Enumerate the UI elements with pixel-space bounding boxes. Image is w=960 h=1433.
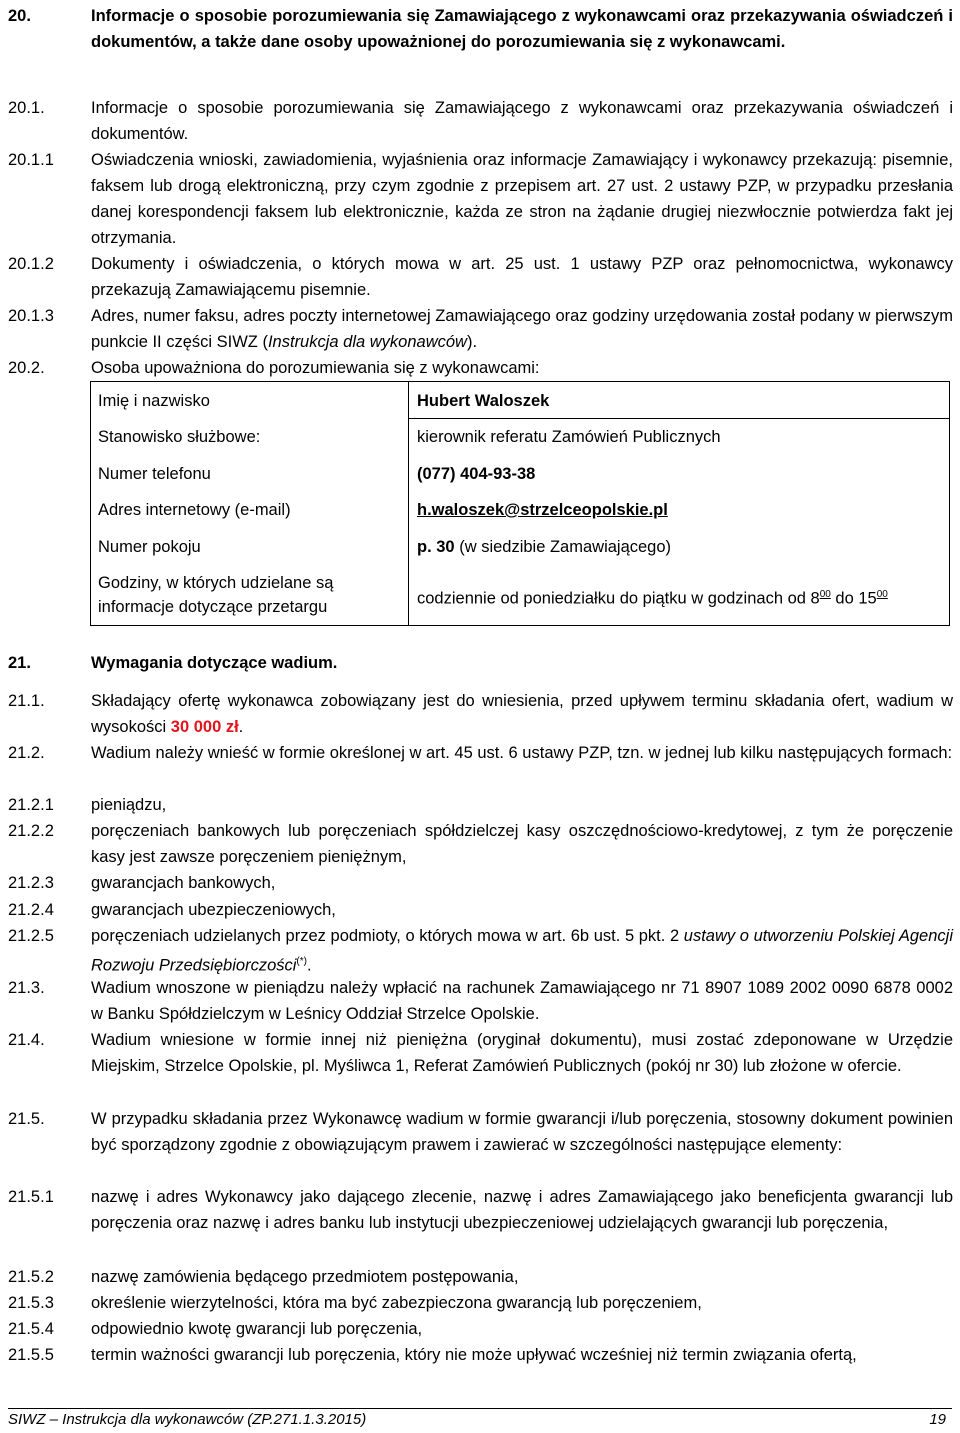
paragraph: Wadium wniesione w formie innej niż pieniężna (oryginał dokumentu), musi zostać zdeponowane w Urzędzie Miejskim, Strzelce Opolskie, pl. Myśliwca 1, Referat Zamówień Publicznych (pokój nr 30) lub złożone w ofercie. xyxy=(91,1031,953,1075)
italic-text: Instrukcja dla wykonawców xyxy=(267,333,467,351)
paragraph: Informacje o sposobie porozumiewania się Zamawiającego z wykonawcami oraz przekazywania oświadczeń i dokumentów. xyxy=(91,99,953,143)
section-number: 21.2. xyxy=(8,744,45,762)
section-number: 21.2.3 xyxy=(8,874,54,892)
position-value: kierownik referatu Zamówień Publicznych xyxy=(417,428,721,446)
paragraph: pieniądzu, xyxy=(91,796,167,814)
hours-text: do 15 xyxy=(830,589,877,608)
name-value: Hubert Waloszek xyxy=(417,392,550,410)
paragraph: gwarancjach bankowych, xyxy=(91,874,276,892)
amount-text: 30 000 zł xyxy=(170,718,239,736)
section-number: 20.1.2 xyxy=(8,255,54,273)
section-number: 21.5. xyxy=(8,1110,45,1128)
phone-value: (077) 404-93-38 xyxy=(417,465,536,483)
footer-divider xyxy=(8,1408,952,1409)
paragraph-text: . xyxy=(238,718,244,736)
paragraph: Oświadczenia wnioski, zawiadomienia, wyjaśnienia oraz informacje Zamawiający i wykonawcy przekazują: pisemnie, faksem lub drogą elektroniczną, przy czym zgodnie z przepisem art. 27 ust. 2 ustawy PZP, w przypadku przesłania danej korespondencji faksem lub elektronicznie, każda ze stron na żądanie drugiej niezwłocznie potwierdza fakt jej otrzymania. xyxy=(91,151,953,247)
section-number: 21.2.2 xyxy=(8,822,54,840)
paragraph xyxy=(91,688,953,740)
paragraph xyxy=(91,303,953,355)
section-number: 21.2.1 xyxy=(8,796,54,814)
section-number: 21.5.4 xyxy=(8,1320,54,1338)
section-number: 20.1.3 xyxy=(8,307,54,325)
phone-label: Numer telefonu xyxy=(98,465,211,483)
section-number: 21.2.4 xyxy=(8,901,54,919)
hours-label-line-1: Godziny, w których udzielane są xyxy=(98,574,334,592)
paragraph: poręczeniach bankowych lub poręczeniach spółdzielczej kasy oszczędnościowo-kredytowej, z tym że poręczenie kasy jest zawsze poręczeniem pieniężnym, xyxy=(91,822,953,866)
section-number: 20.1.1 xyxy=(8,151,54,169)
room-note: (w siedzibie Zamawiającego) xyxy=(454,538,672,556)
section-number: 21.1. xyxy=(8,692,45,710)
email-label: Adres internetowy (e-mail) xyxy=(98,501,291,519)
paragraph: gwarancjach ubezpieczeniowych, xyxy=(91,901,336,919)
hours-value xyxy=(417,583,888,611)
room-number: p. 30 xyxy=(417,538,455,556)
paragraph xyxy=(91,923,953,979)
italic-text: ustawy o utworzeniu Polskiej Agencji Rozwoju Przedsiębiorczości xyxy=(91,927,953,975)
paragraph-text: . xyxy=(306,956,312,975)
paragraph-text: poręczeniach udzielanych przez podmioty, o których mowa w art. 6b ust. 5 pkt. 2 xyxy=(91,927,684,945)
section-title: Informacje o sposobie porozumiewania się Zamawiającego z wykonawcami oraz przekazywania oświadczeń i dokumentów, a także dane osoby upoważnionej do porozumiewania się z wykonawcami. xyxy=(91,7,953,51)
section-number: 21.4. xyxy=(8,1031,45,1049)
position-label: Stanowisko służbowe: xyxy=(98,428,261,446)
section-title: Wymagania dotyczące wadium. xyxy=(91,654,338,672)
paragraph: określenie wierzytelności, która ma być zabezpieczona gwarancją lub poręczeniem, xyxy=(91,1294,702,1312)
hours-text: codziennie od poniedziałku do piątku w godzinach od 8 xyxy=(417,589,820,608)
hours-sup: 00 xyxy=(876,589,888,600)
paragraph: odpowiednio kwotę gwarancji lub poręczenia, xyxy=(91,1320,423,1338)
hours-label-line-2: informacje dotyczące przetargu xyxy=(98,598,328,616)
email-link[interactable]: h.waloszek@strzelceopolskie.pl xyxy=(417,501,668,519)
paragraph: nazwę i adres Wykonawcy jako dającego zlecenie, nazwę i adres Zamawiającego jako beneficjenta gwarancji lub poręczenia oraz nazwę i adres banku lub instytucji ubezpieczeniowej udzielających gwarancji lub poręczenia, xyxy=(91,1188,953,1232)
paragraph: termin ważności gwarancji lub poręczenia, który nie może upływać wcześniej niż termin związania ofertą, xyxy=(91,1346,857,1364)
section-number: 20.1. xyxy=(8,99,45,117)
footer-text: SIWZ – Instrukcja dla wykonawców (ZP.271.1.3.2015) xyxy=(8,1411,367,1428)
paragraph: Dokumenty i oświadczenia, o których mowa w art. 25 ust. 1 ustawy PZP oraz pełnomocnictwa, wykonawcy przekazują Zamawiającemu pisemnie. xyxy=(91,255,953,299)
contact-table xyxy=(90,381,950,626)
paragraph-text: ). xyxy=(466,333,478,351)
section-number: 21.5.5 xyxy=(8,1346,54,1364)
hours-sup: 00 xyxy=(819,589,831,600)
paragraph: W przypadku składania przez Wykonawcę wadium w formie gwarancji i/lub poręczenia, stosowny dokument powinien być sporządzony zgodnie z obowiązującym prawem i zawierać w szczególności następujące elementy: xyxy=(91,1110,953,1154)
section-number: 21.5.2 xyxy=(8,1268,54,1286)
section-number: 21.5.3 xyxy=(8,1294,54,1312)
room-value xyxy=(417,535,671,559)
section-number: 21.2.5 xyxy=(8,927,54,945)
room-label: Numer pokoju xyxy=(98,538,201,556)
paragraph: Wadium należy wnieść w formie określonej w art. 45 ust. 6 ustawy PZP, tzn. w jednej lub kilku następujących formach: xyxy=(91,744,953,762)
section-number: 20. xyxy=(8,7,31,25)
name-label: Imię i nazwisko xyxy=(98,392,210,410)
section-number: 21.3. xyxy=(8,979,45,997)
footnote-mark: (*) xyxy=(296,956,307,967)
table-divider xyxy=(409,418,949,419)
paragraph: Osoba upoważniona do porozumiewania się z wykonawcami: xyxy=(91,359,540,377)
paragraph: nazwę zamówienia będącego przedmiotem postępowania, xyxy=(91,1268,519,1286)
section-number: 21. xyxy=(8,654,31,672)
page-number: 19 xyxy=(929,1411,946,1428)
paragraph: Wadium wnoszone w pieniądzu należy wpłacić na rachunek Zamawiającego nr 71 8907 1089 2002 0090 6878 0002 w Banku Spółdzielczym w Leśnicy Oddział Strzelce Opolskie. xyxy=(91,979,953,1023)
section-number: 21.5.1 xyxy=(8,1188,54,1206)
paragraph-text: Składający ofertę wykonawca zobowiązany jest do wniesienia, przed upływem terminu składania ofert, wadium w wysokości xyxy=(91,692,953,736)
section-number: 20.2. xyxy=(8,359,45,377)
paragraph-text: Adres, numer faksu, adres poczty internetowej Zamawiającego oraz godziny urzędowania został podany w pierwszym punkcie II części SIWZ ( xyxy=(91,307,953,351)
